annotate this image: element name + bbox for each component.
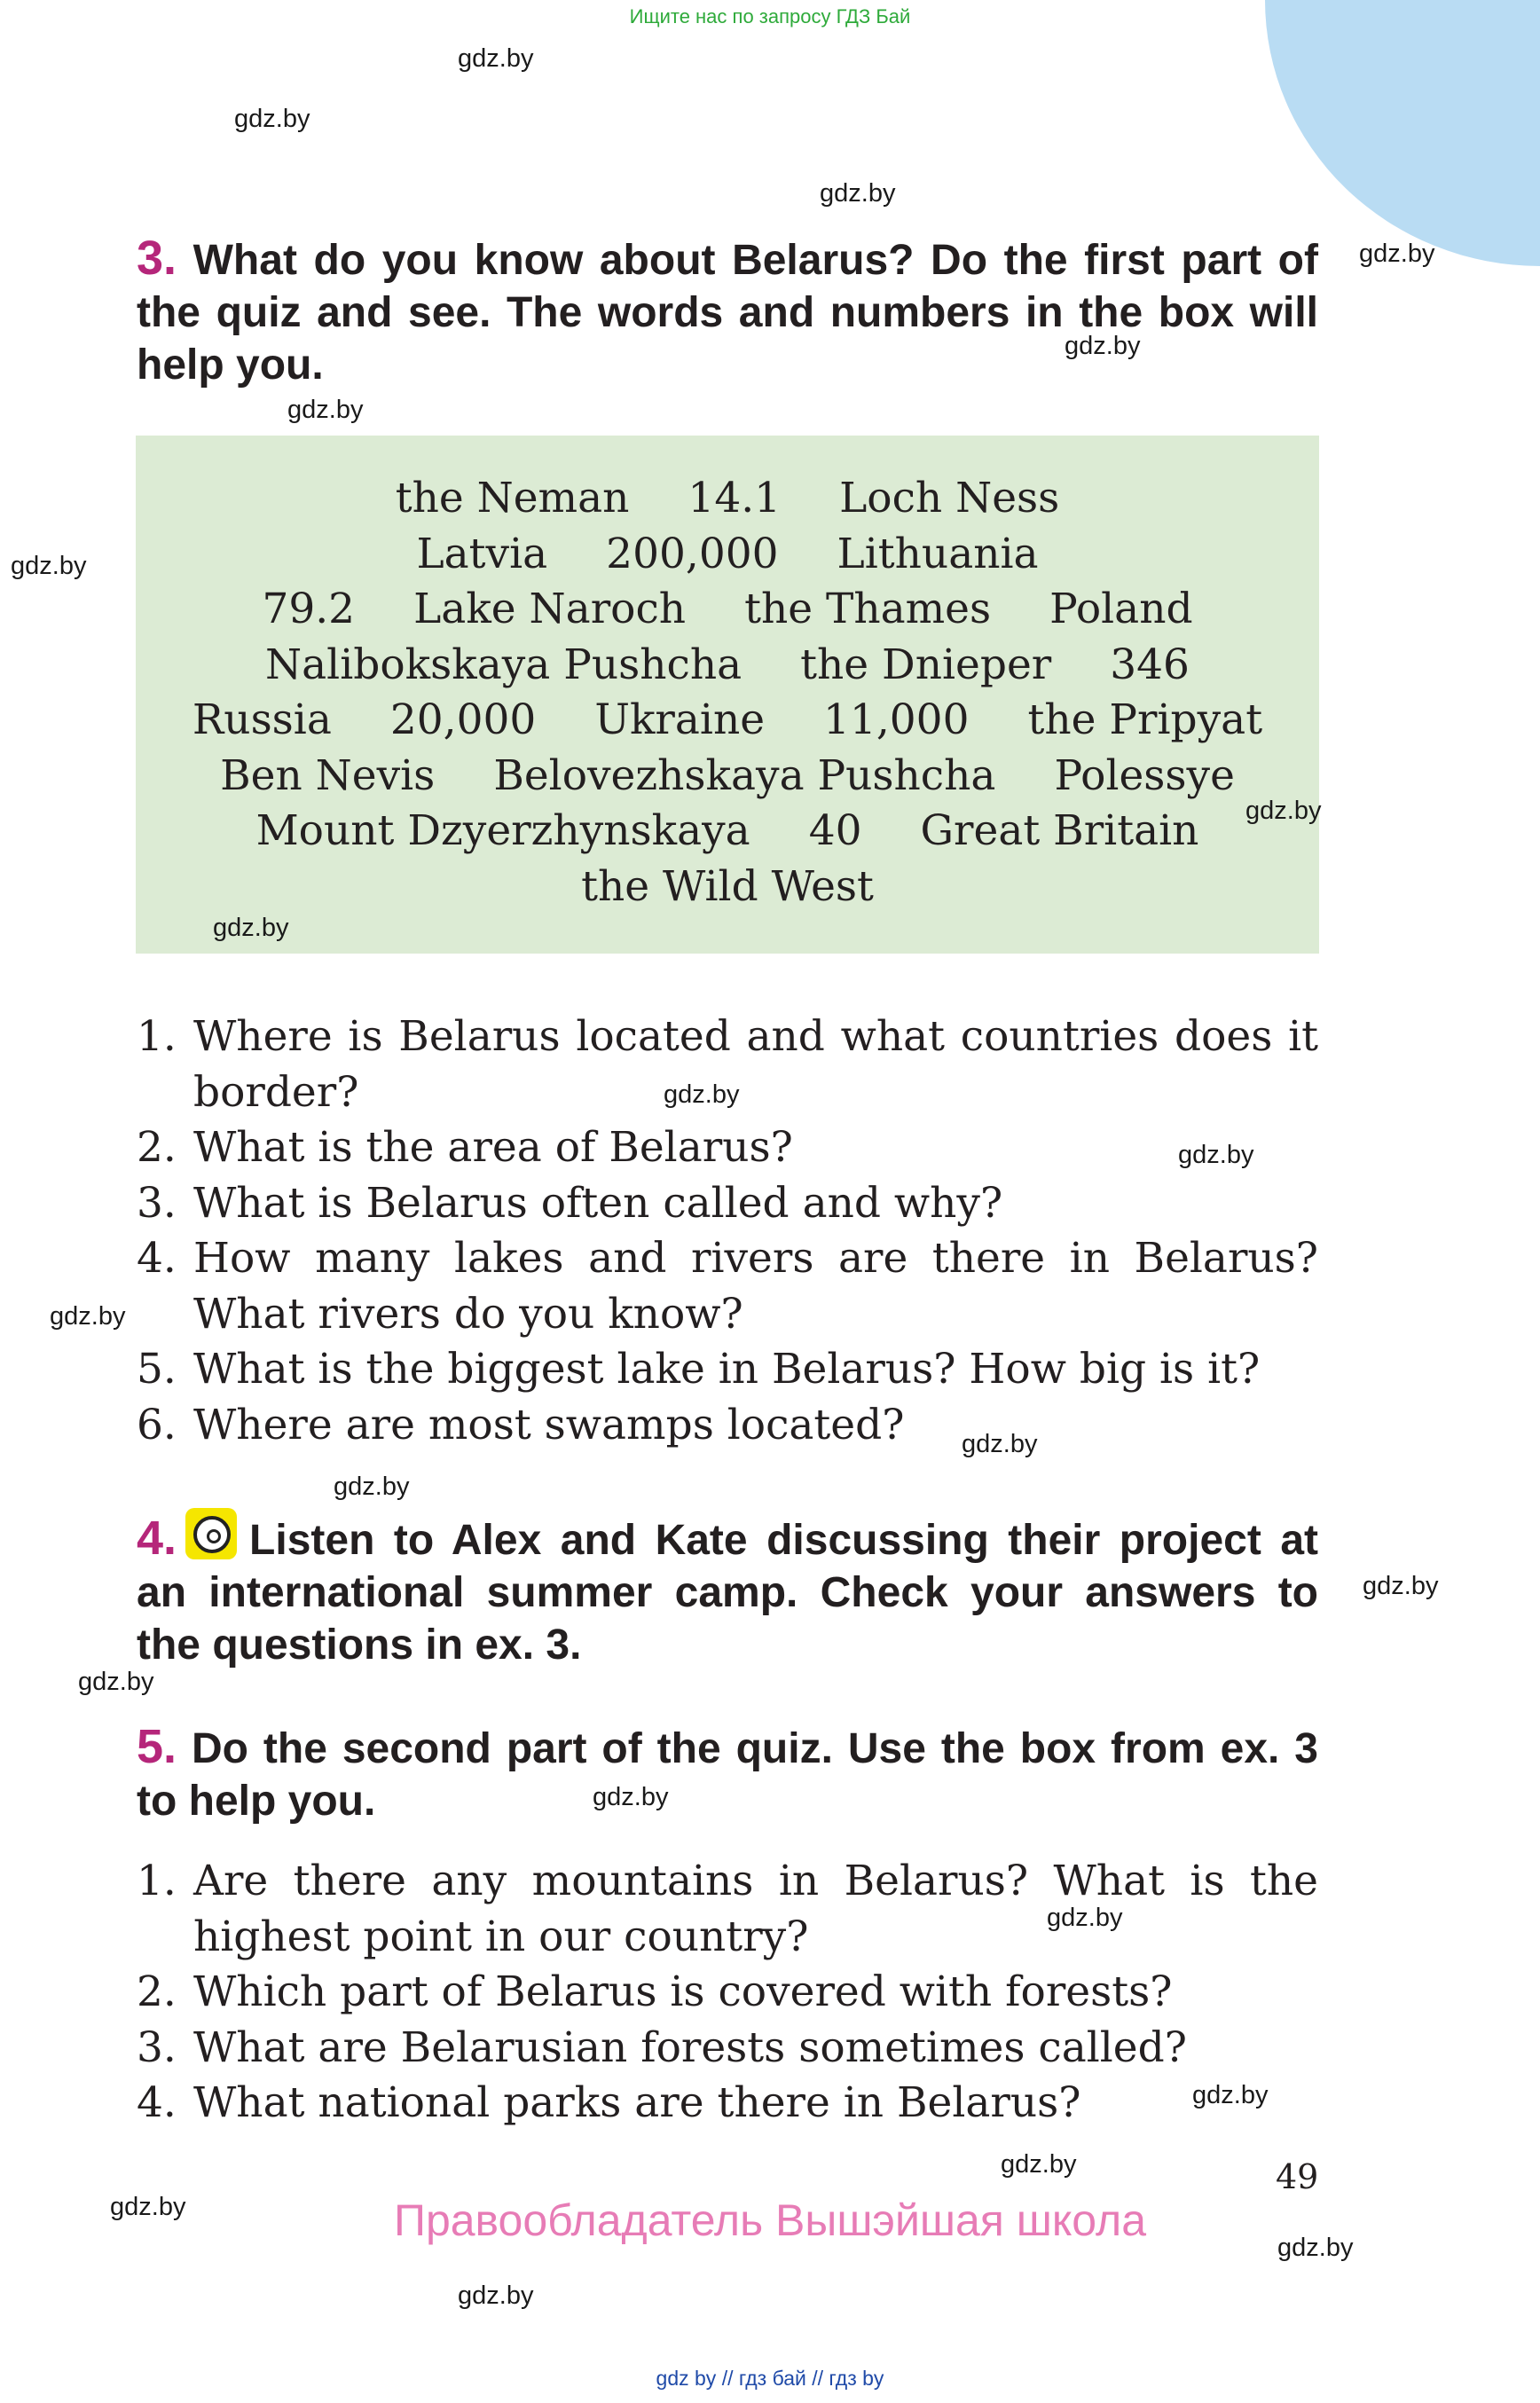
- word-box-item: Mount Dzyerzhynskaya: [255, 806, 750, 855]
- word-box-item: Latvia: [416, 529, 548, 578]
- watermark: gdz.by: [962, 1430, 1038, 1458]
- watermark: gdz.by: [1359, 240, 1435, 268]
- question-number: 1.: [137, 1857, 177, 1905]
- word-box-line: [136, 804, 1319, 860]
- word-box-line: [136, 471, 1319, 527]
- cd-audio-icon[interactable]: [185, 1508, 237, 1559]
- question-text: Are there any mountains in Belarus? What is the highest point in our country?: [193, 1857, 1318, 1961]
- word-box-item: 14.1: [688, 474, 782, 522]
- watermark: gdz.by: [334, 1472, 410, 1501]
- watermark: gdz.by: [78, 1668, 154, 1696]
- question-item: [137, 1854, 1318, 1965]
- question-item: [137, 1342, 1318, 1398]
- footer-links[interactable]: gdz by // гдз бай // гдз by: [656, 2367, 884, 2390]
- question-number: 1.: [137, 1012, 177, 1061]
- word-box-item: Nalibokskaya Pushcha: [265, 640, 742, 689]
- question-text: What are Belarusian forests sometimes called?: [193, 2022, 1187, 2072]
- question-text: Where are most swamps located?: [193, 1400, 905, 1449]
- word-box-item: Great Britain: [920, 806, 1199, 855]
- word-box-item: 346: [1110, 640, 1190, 689]
- word-box-item: Loch Ness: [839, 474, 1060, 522]
- word-box-item: the Pripyat: [1027, 695, 1263, 744]
- watermark: gdz.by: [234, 105, 310, 133]
- watermark: gdz.by: [50, 1302, 126, 1331]
- word-box-item: the Dnieper: [800, 640, 1052, 689]
- page-number: 49: [1276, 2157, 1319, 2196]
- question-number: 2.: [137, 1123, 177, 1172]
- word-box-item: Lake Naroch: [413, 585, 687, 633]
- word-box-line: [136, 693, 1319, 749]
- question-text: What is the area of Belarus?: [193, 1123, 793, 1172]
- word-box-item: Polessye: [1054, 750, 1235, 800]
- word-box-item: Belovezhskaya Pushcha: [493, 750, 996, 800]
- top-search-note: Ищите нас по запросу ГДЗ Бай: [629, 5, 911, 27]
- watermark: gdz.by: [593, 1783, 669, 1811]
- word-box-item: the Neman: [395, 474, 630, 522]
- watermark: gdz.by: [1363, 1572, 1439, 1600]
- word-box-item: the Thames: [744, 585, 992, 633]
- watermark: gdz.by: [1065, 332, 1141, 360]
- word-box-line: [136, 582, 1319, 638]
- word-box-item: Russia: [192, 695, 332, 744]
- exercise-4-instruction: 4. Listen to Alex and Kate discussing their project at an international summer camp. Check your answers to the questions in ex. 3.: [137, 1508, 1318, 1671]
- question-number: 2.: [137, 1967, 177, 2016]
- question-item: [137, 1176, 1318, 1232]
- exercise-5-questions: [137, 1854, 1318, 2132]
- question-text: How many lakes and rivers are there in Belarus? What rivers do you know?: [193, 1234, 1318, 1339]
- question-number: 4.: [137, 1234, 177, 1283]
- exercise-number: 4.: [137, 1512, 177, 1565]
- copyright-holder: Правообладатель Вышэйшая школа: [394, 2195, 1146, 2245]
- watermark: gdz.by: [1192, 2081, 1269, 2109]
- word-box-item: 200,000: [606, 529, 779, 578]
- word-box-item: 79.2: [262, 585, 356, 633]
- question-number: 5.: [137, 1345, 177, 1394]
- corner-decoration: [1265, 0, 1540, 266]
- question-item: [137, 1120, 1318, 1176]
- question-text: What national parks are there in Belarus?: [193, 2078, 1081, 2127]
- word-box-item: Ben Nevis: [220, 750, 436, 800]
- word-box-line: [136, 527, 1319, 583]
- word-box: [136, 436, 1322, 954]
- question-text: Where is Belarus located and what countries does it border?: [193, 1012, 1318, 1117]
- question-item: [137, 2021, 1318, 2077]
- exercise-number: 5.: [137, 1720, 177, 1773]
- word-box-item: Lithuania: [837, 529, 1039, 578]
- watermark: gdz.by: [1047, 1904, 1123, 1932]
- watermark: gdz.by: [1178, 1141, 1254, 1169]
- exercise-5-instruction: 5. Do the second part of the quiz. Use the box from ex. 3 to help you.: [137, 1720, 1318, 1825]
- word-box-line: [136, 749, 1319, 805]
- watermark: gdz.by: [1001, 2150, 1077, 2179]
- word-box-item: 20,000: [389, 695, 537, 744]
- word-box-line: [136, 860, 1319, 915]
- watermark: gdz.by: [458, 2281, 534, 2310]
- exercise-3-instruction: 3. What do you know about Belarus? Do the first part of the quiz and see. The words and numbers in the box will help you.: [137, 232, 1318, 389]
- question-item: [137, 1231, 1318, 1342]
- question-item: [137, 1398, 1318, 1454]
- watermark: gdz.by: [213, 914, 289, 942]
- watermark: gdz.by: [664, 1080, 740, 1109]
- question-text: What is the biggest lake in Belarus? How big is it?: [193, 1345, 1261, 1394]
- question-number: 4.: [137, 2078, 177, 2127]
- watermark: gdz.by: [287, 396, 364, 424]
- word-box-item: 40: [808, 806, 862, 855]
- exercise-number: 3.: [137, 232, 177, 285]
- exercise-3-questions: [137, 1009, 1318, 1453]
- watermark: gdz.by: [11, 552, 87, 580]
- word-box-item: 11,000: [823, 695, 970, 744]
- question-number: 6.: [137, 1400, 177, 1449]
- question-item: [137, 1965, 1318, 2021]
- word-box-line: [136, 638, 1319, 694]
- watermark: gdz.by: [1277, 2234, 1354, 2262]
- word-box-item: Ukraine: [594, 695, 766, 744]
- question-item: [137, 2076, 1318, 2132]
- watermark: gdz.by: [110, 2193, 186, 2221]
- watermark: gdz.by: [458, 44, 534, 73]
- watermark: gdz.by: [820, 179, 896, 208]
- word-box-item: Poland: [1049, 585, 1193, 633]
- question-text: Which part of Belarus is covered with forests?: [193, 1967, 1173, 2016]
- question-number: 3.: [137, 1178, 177, 1228]
- watermark: gdz.by: [1245, 797, 1322, 825]
- word-box-item: the Wild West: [581, 861, 874, 911]
- question-text: What is Belarus often called and why?: [193, 1178, 1003, 1228]
- question-number: 3.: [137, 2022, 177, 2072]
